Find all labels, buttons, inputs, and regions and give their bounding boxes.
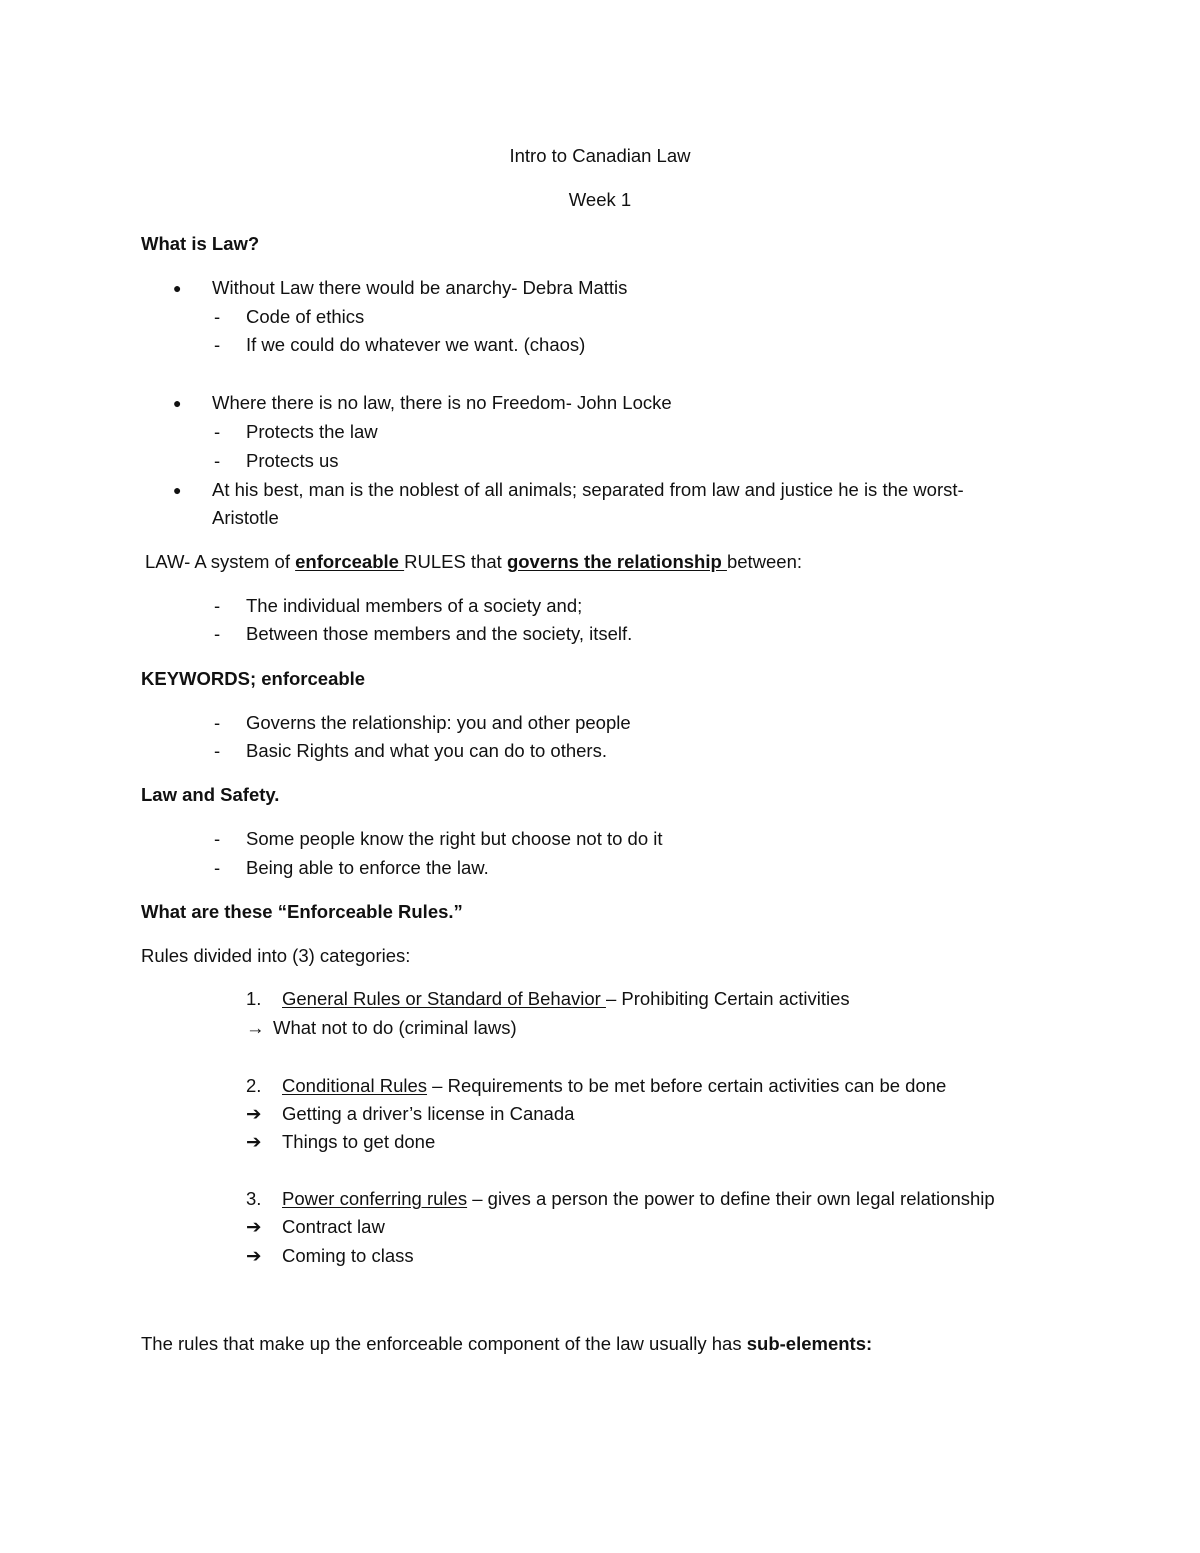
item-number: 1. [246, 988, 262, 1009]
rule-item [282, 1188, 995, 1210]
dash-icon: - [214, 712, 221, 733]
closing-text: The rules that make up the enforceable component of the law usually has [141, 1333, 747, 1354]
rule-description: – gives a person the power to define their own legal relationship [467, 1188, 995, 1209]
dash-icon: - [214, 421, 221, 442]
definition-text: LAW- A system of [145, 551, 296, 572]
rule-note: What not to do (criminal laws) [273, 1017, 517, 1038]
rule-note: Contract law [282, 1216, 385, 1237]
list-item: The individual members of a society and; [246, 595, 583, 616]
list-item: Code of ethics [246, 306, 365, 327]
definition-keyword: governs the relationship [506, 551, 727, 572]
list-item: Some people know the right but choose not to do it [246, 828, 663, 849]
week-label: Week 1 [568, 189, 632, 210]
quote-mattis: Without Law there would be anarchy- Debra Mattis [212, 277, 628, 298]
rule-description: – Requirements to be met before certain activities can be done [427, 1075, 947, 1096]
arrow-icon: ➔ [246, 1245, 262, 1266]
dash-icon: - [214, 623, 221, 644]
arrow-icon: ➔ [246, 1216, 262, 1237]
arrow-icon: → [246, 1017, 265, 1038]
dash-icon: - [214, 595, 221, 616]
definition-text: between: [726, 551, 803, 572]
list-item: Being able to enforce the law. [246, 857, 489, 878]
document-title: Intro to Canadian Law [509, 145, 691, 166]
rule-note: Coming to class [282, 1245, 414, 1266]
arrow-icon: ➔ [246, 1103, 262, 1124]
rule-note: Things to get done [282, 1131, 436, 1152]
dash-icon: - [214, 828, 221, 849]
dash-icon: - [214, 450, 221, 471]
item-number: 2. [246, 1075, 262, 1096]
definition-text: RULES that [404, 551, 507, 572]
safety-heading: Law and Safety. [141, 784, 280, 805]
law-definition [145, 551, 802, 573]
closing-bold: sub-elements: [746, 1333, 873, 1354]
enforceable-heading: What are these “Enforceable Rules.” [141, 901, 463, 922]
rule-title: Conditional Rules [282, 1075, 428, 1096]
list-item: Protects us [246, 450, 339, 471]
list-item: Between those members and the society, itself. [246, 623, 633, 644]
quote-aristotle-author: Aristotle [212, 507, 279, 528]
rule-title: General Rules or Standard of Behavior [282, 988, 606, 1009]
dash-icon: - [214, 857, 221, 878]
bullet-icon: ● [173, 280, 182, 296]
list-item: Basic Rights and what you can do to others. [246, 740, 607, 761]
bullet-icon: ● [173, 395, 182, 411]
arrow-icon: ➔ [246, 1131, 262, 1152]
rule-note: Getting a driver’s license in Canada [282, 1103, 575, 1124]
item-number: 3. [246, 1188, 262, 1209]
list-item: Protects the law [246, 421, 378, 442]
list-item: If we could do whatever we want. (chaos) [246, 334, 586, 355]
rule-item [282, 988, 850, 1010]
quote-locke: Where there is no law, there is no Freedom- John Locke [212, 392, 672, 413]
rules-intro: Rules divided into (3) categories: [141, 945, 411, 966]
definition-keyword: enforceable [295, 551, 405, 572]
closing-paragraph [141, 1333, 872, 1355]
bullet-icon: ● [173, 482, 182, 498]
dash-icon: - [214, 306, 221, 327]
dash-icon: - [214, 740, 221, 761]
rule-description: – Prohibiting Certain activities [605, 988, 850, 1009]
keywords-heading: KEYWORDS; enforceable [141, 668, 366, 689]
list-item: Governs the relationship: you and other people [246, 712, 631, 733]
what-is-law-heading: What is Law? [141, 233, 260, 254]
rule-item [282, 1075, 946, 1097]
rule-title: Power conferring rules [282, 1188, 468, 1209]
quote-aristotle: At his best, man is the noblest of all animals; separated from law and justice he is the worst- [212, 479, 964, 500]
dash-icon: - [214, 334, 221, 355]
